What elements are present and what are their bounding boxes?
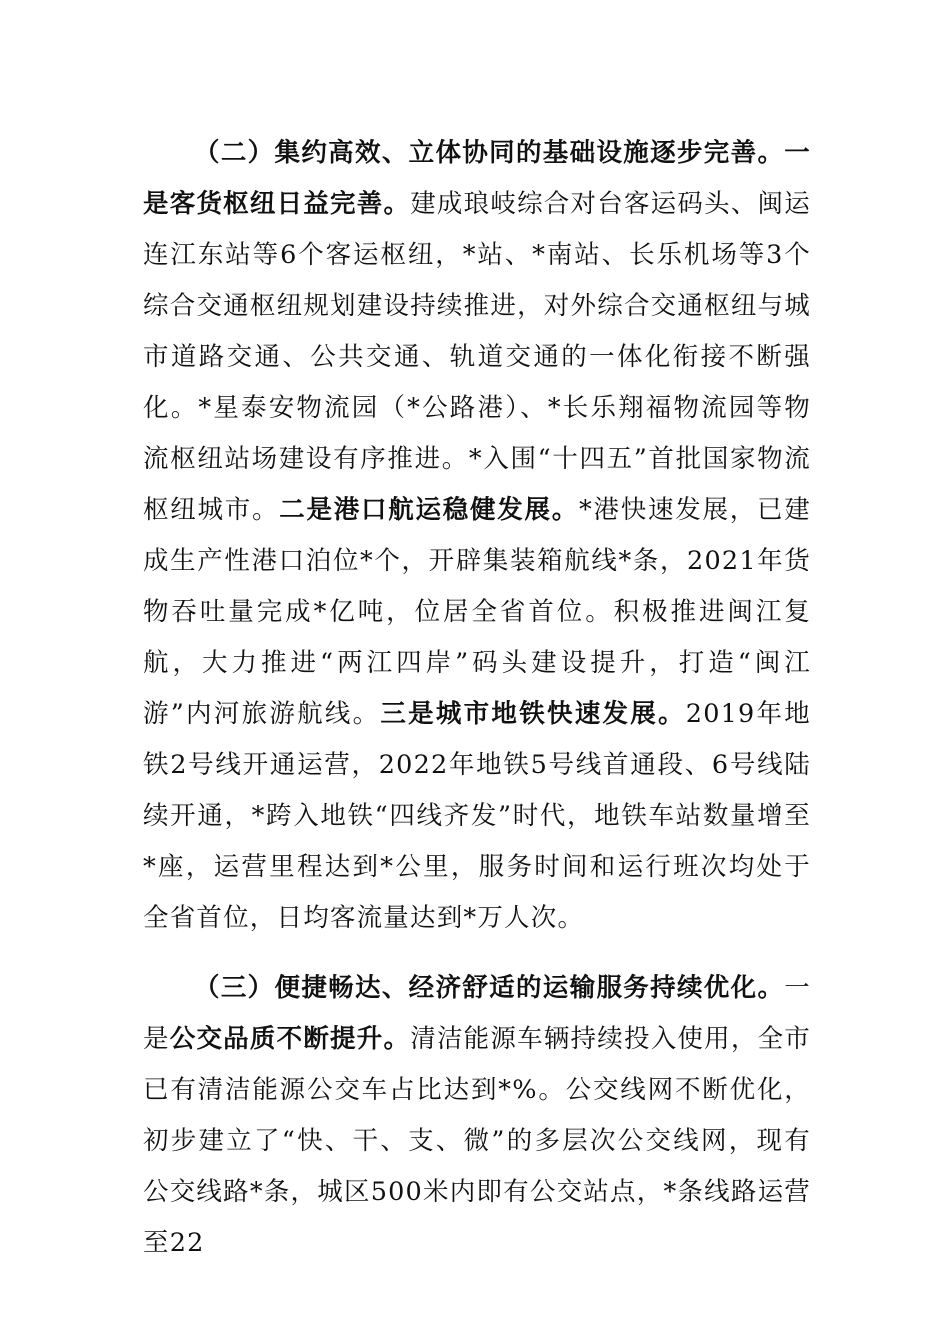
point-heading-ports: 二是港口航运稳健发展。 [279,495,580,525]
body-text-ports: *港快速发展，已建成生产性港口泊位*个，开辟集装箱航线*条，2021年货物吞吐量完成*亿吨，位居全省首位。积极推进闽江复航，大力推进“两江四岸”码头建设提升，打造“闽江游”内河旅游航线。 [143,495,811,729]
point-heading-bus: 公交品质不断提升。 [169,1024,411,1054]
document-body [143,128,811,1269]
paragraph-transport-services [143,963,811,1269]
paragraph-infrastructure [143,128,811,944]
point-heading-hubs: 一是客货枢纽日益完善。 [143,138,811,219]
body-text-hubs: 建成琅岐综合对台客运码头、闽运连江东站等6个客运枢纽，*站、*南站、长乐机场等3个综合交通枢纽规划建设持续推进，对外综合交通枢纽与城市道路交通、公共交通、轨道交通的一体化衔接不断强化。*星泰安物流园（*公路港）、*长乐翔福物流园等物流枢纽站场建设有序推进。*入围“十四五”首批国家物流枢纽城市。 [143,189,811,525]
body-text-bus: 清洁能源车辆持续投入使用，全市已有清洁能源公交车占比达到*%。公交线网不断优化，初步建立了“快、干、支、微”的多层次公交线网，现有公交线路*条，城区500米内即有公交站点，*条线路运营至22 [143,1024,811,1258]
body-text-point-one: 一是 [143,973,811,1054]
section-heading-services: （三）便捷畅达、经济舒适的运输服务持续优化。 [194,973,785,1003]
point-heading-metro: 三是城市地铁快速发展。 [380,699,686,729]
body-text-metro: 2019年地铁2号线开通运营，2022年地铁5号线首通段、6号线陆续开通，*跨入地铁“四线齐发”时代，地铁车站数量增至*座，运营里程达到*公里，服务时间和运行班次均处于全省首位，日均客流量达到*万人次。 [143,699,811,933]
section-heading-infrastructure: （二）集约高效、立体协同的基础设施逐步完善。 [194,138,785,168]
